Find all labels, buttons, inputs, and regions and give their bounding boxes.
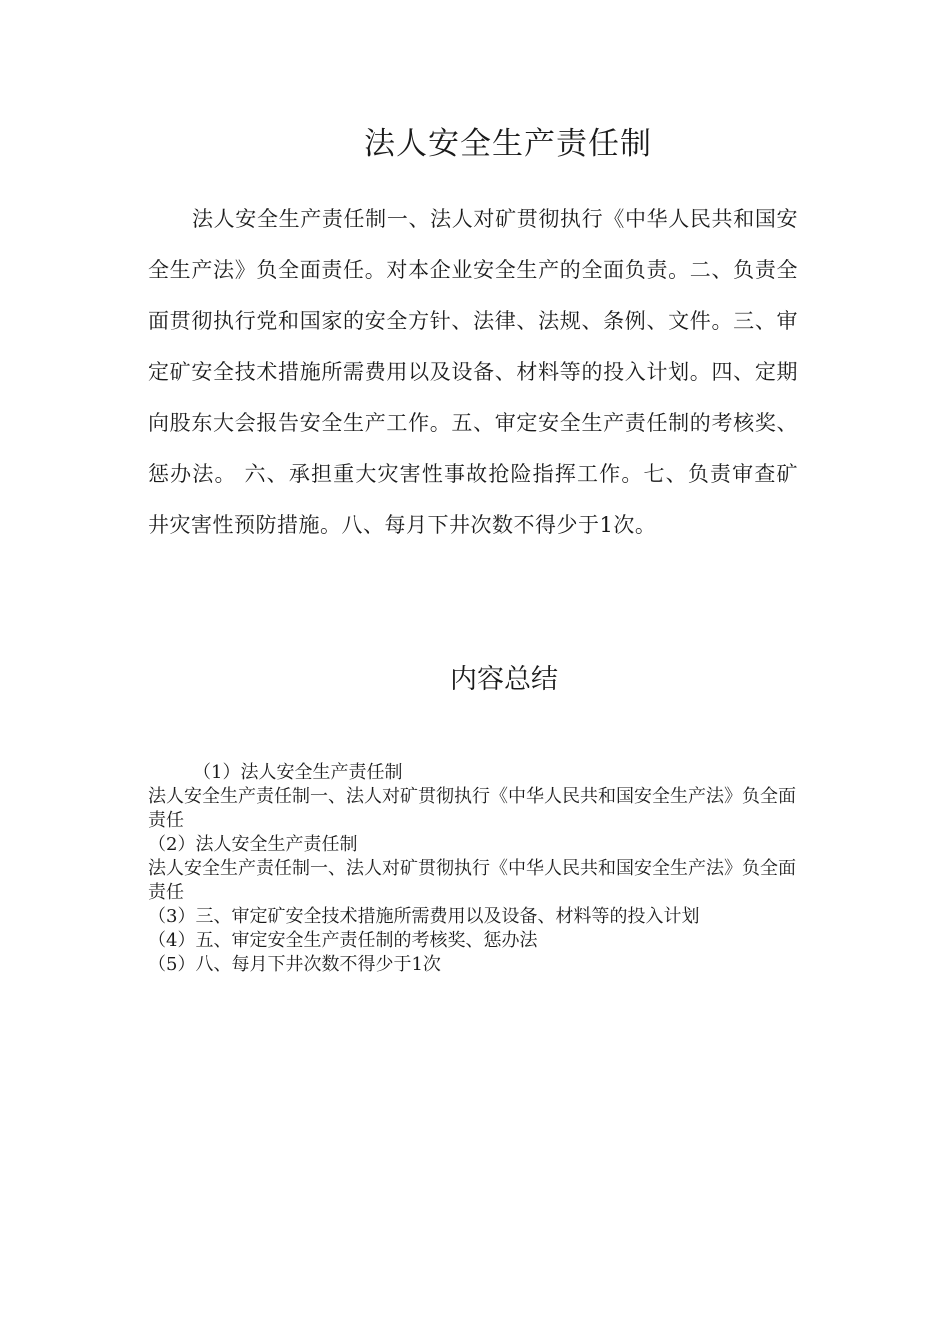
summary-item-text: 法人安全生产责任制一、法人对矿贯彻执行《中华人民共和国安全生产法》负全面责任 — [148, 858, 796, 903]
body-paragraph: 法人安全生产责任制一、法人对矿贯彻执行《中华人民共和国安全生产法》负全面责任。对本企业安全生产的全面负责。二、负责全面贯彻执行党和国家的安全方针、法律、法规、条例、文件。三、审定矿安全技术措施所需费用以及设备、材料等的投入计划。四、定期向股东大会报告安全生产工作。五、审定安全生产责任制的考核奖、惩办法。 六、承担重大灾害性事故抢险指挥工作。七、负责审查矿井灾害性预防措施。八、每月下井次数不得少于1次。 — [148, 207, 798, 537]
summary-item: （4）五、审定安全生产责任制的考核奖、惩办法 — [148, 930, 538, 951]
summary-item-heading: （1）法人安全生产责任制 — [193, 762, 403, 783]
summary-item-heading: （2）法人安全生产责任制 — [148, 834, 358, 855]
summary-item-text: 法人安全生产责任制一、法人对矿贯彻执行《中华人民共和国安全生产法》负全面责任 — [148, 786, 796, 831]
summary-item: （3）三、审定矿安全技术措施所需费用以及设备、材料等的投入计划 — [148, 906, 700, 927]
summary-title: 内容总结 — [450, 664, 558, 695]
summary-item: （5）八、每月下井次数不得少于1次 — [148, 954, 441, 975]
page-title: 法人安全生产责任制 — [364, 126, 652, 162]
summary-list — [148, 761, 798, 977]
